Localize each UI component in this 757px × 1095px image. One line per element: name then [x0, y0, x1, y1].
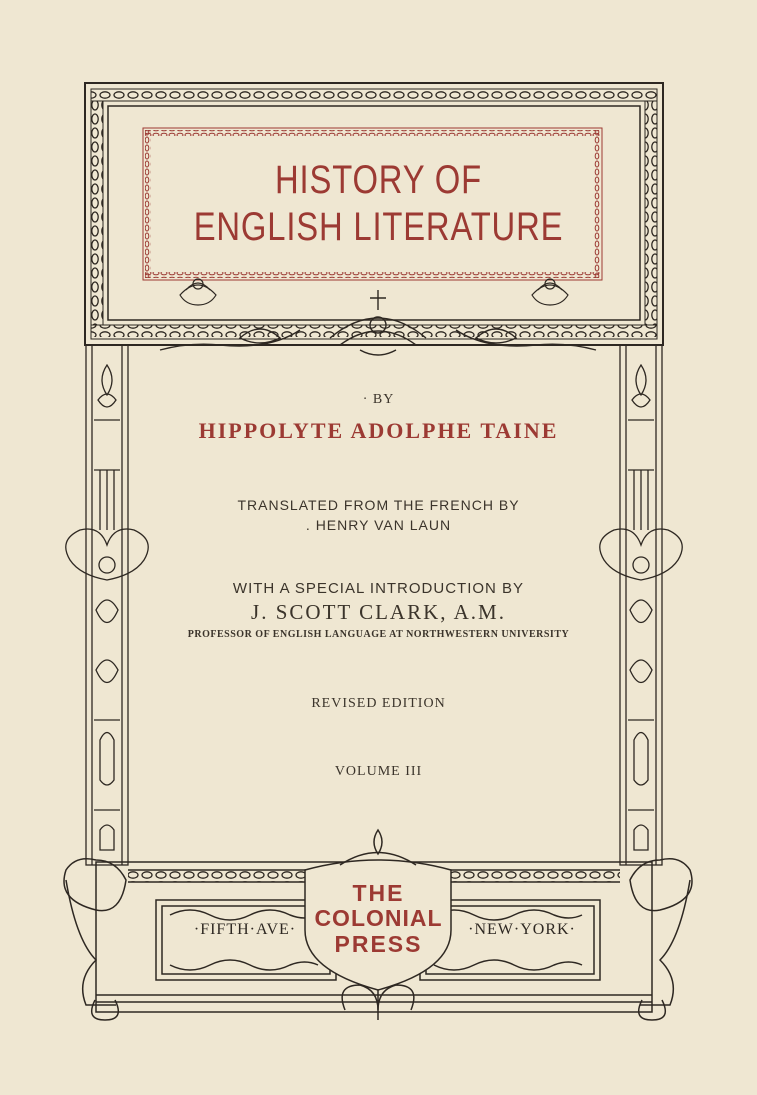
translator-name: . HENRY VAN LAUN [305, 517, 452, 533]
by-label: · BY [362, 392, 395, 407]
publisher-line-1: THE [352, 880, 405, 906]
author-name: HIPPOLYTE ADOLPHE TAINE [198, 418, 559, 443]
introducer-name: J. SCOTT CLARK, A.M. [251, 600, 506, 624]
title-line-2: ENGLISH LITERATURE [193, 205, 564, 249]
address-left: ·FIFTH·AVE· [193, 921, 297, 938]
publisher-line-3: PRESS [334, 931, 423, 957]
edition-label: REVISED EDITION [311, 696, 446, 711]
publisher-line-2: COLONIAL [314, 905, 443, 931]
address-right: ·NEW·YORK· [468, 921, 576, 938]
volume-label: VOLUME III [334, 764, 423, 779]
translation-line: TRANSLATED FROM THE FRENCH BY [237, 497, 520, 513]
introduction-line: WITH A SPECIAL INTRODUCTION BY [232, 580, 525, 597]
introducer-affiliation: PROFESSOR OF ENGLISH LANGUAGE AT NORTHWESTERN UNIVERSITY [187, 629, 570, 640]
title-line-1: HISTORY OF [275, 158, 482, 202]
